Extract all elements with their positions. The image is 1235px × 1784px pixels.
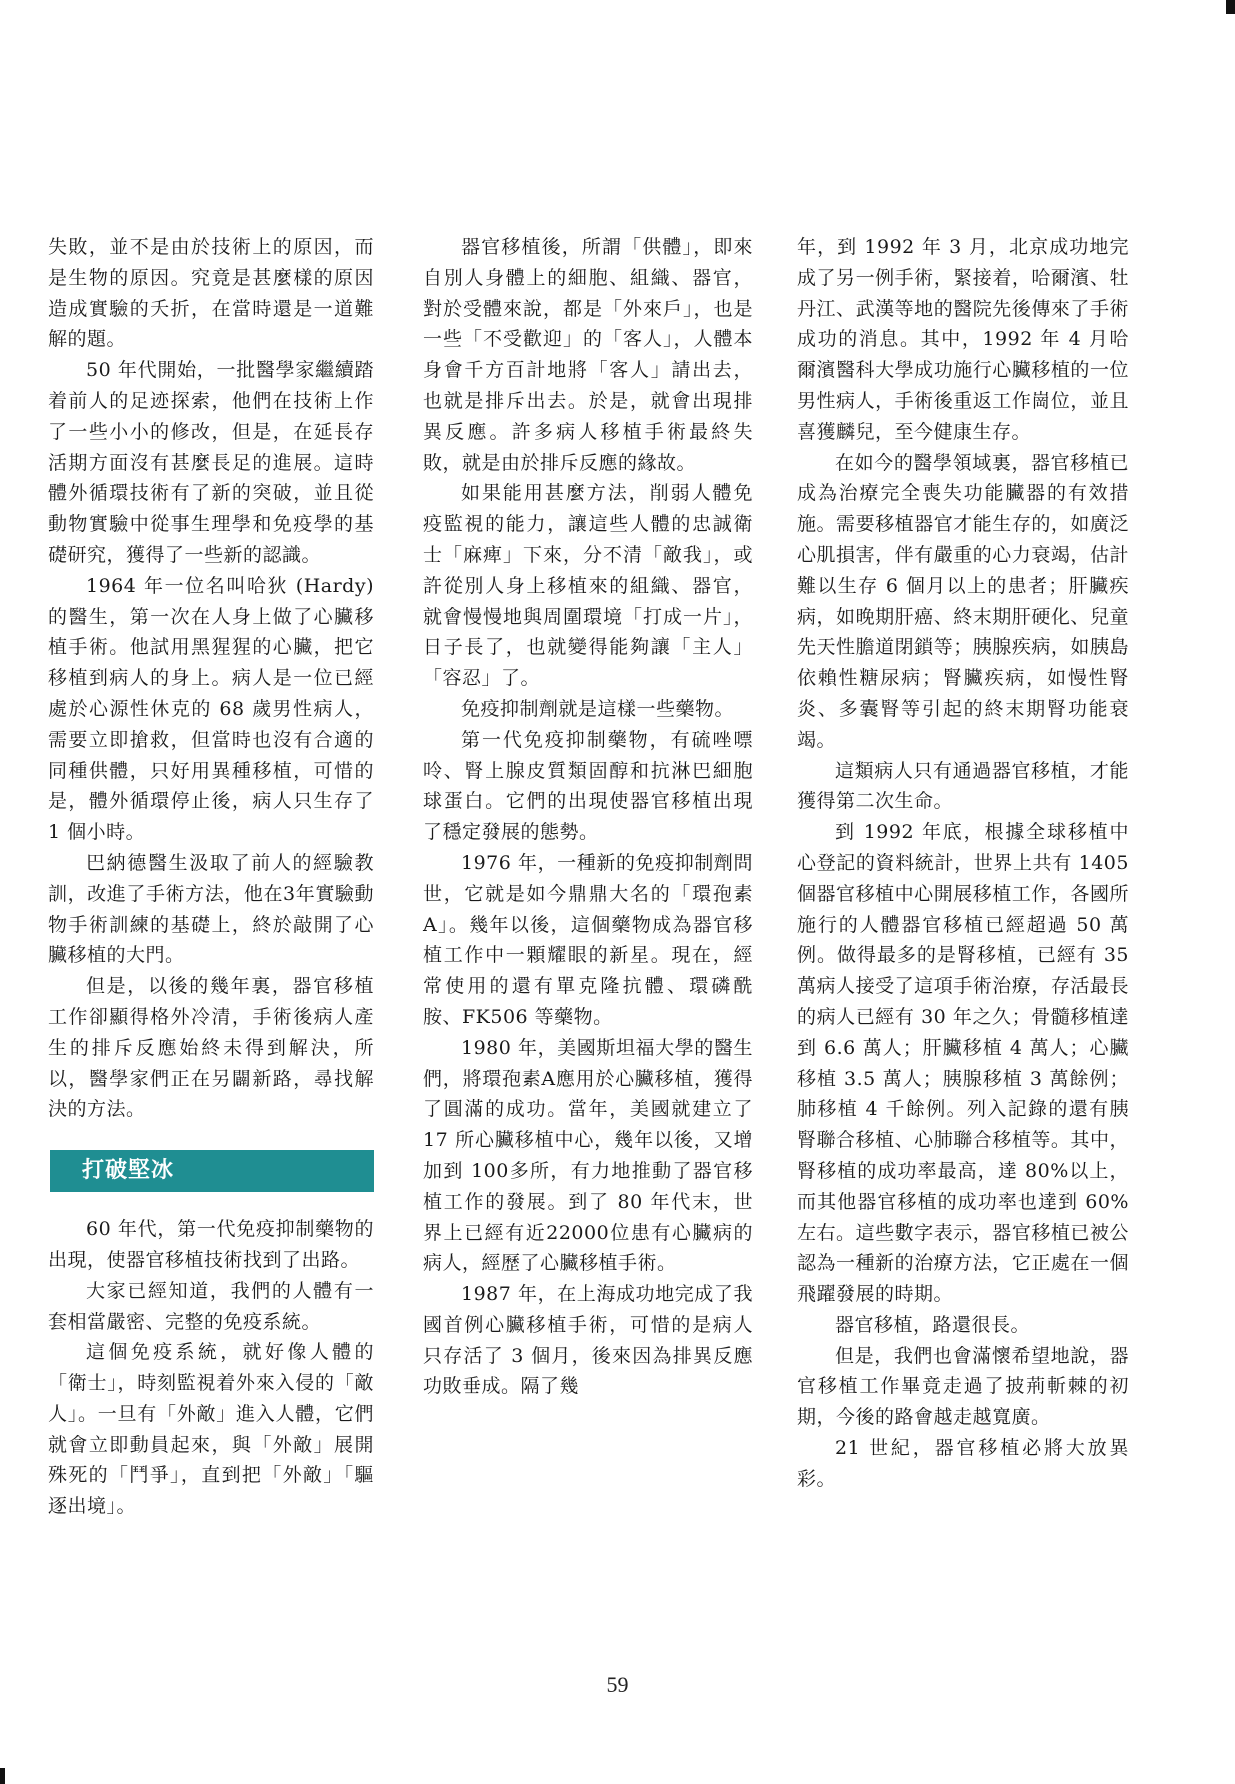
paragraph: 60 年代，第一代免疫抑制藥物的出現，使器官移植技術找到了出路。 <box>48 1218 374 1271</box>
paragraph: 免疫抑制劑就是這樣一些藥物。 <box>461 697 735 720</box>
paragraph: 巴納德醫生汲取了前人的經驗教訓，改進了手術方法，他在3年實驗動物手術訓練的基礎上，終於敲開了心臟移植的大門。 <box>48 851 374 967</box>
paragraph: 1976 年，一種新的免疫抑制劑問世，它就是如今鼎鼎大名的「環孢素 A」。幾年以後，這個藥物成為器官移植工作中一顆耀眼的新星。現在，經常使用的還有單克隆抗體、環磷酰胺、FK506 等藥物。 <box>423 851 753 1028</box>
paragraph: 到 1992 年底，根據全球移植中心登記的資料統計，世界上共有 1405 個器官移植中心開展移植工作，各國所施行的人體器官移植已經超過 50 萬例。做得最多的是腎移植，已經有 35 萬病人接受了這項手術治療，存活最長的病人已經有 30 年之久；骨髓移植達到 6.6 萬人；肝臟移植 4 萬人；心臟移植 3.5 萬人；胰腺移植 3 萬餘例；肺移植 4 千餘例。列入記錄的還有胰腎聯合移植、心肺聯合移植等。其中，腎移植的成功率最高，達 80%以上，而其他器官移植的成功率也達到 60%左右。這些數字表示，器官移植已被公認為一種新的治療方法，它正處在一個飛躍發展的時期。 <box>797 821 1129 1306</box>
column-1 <box>48 232 374 1522</box>
paragraph: 但是，我們也會滿懷希望地說，器官移植工作畢竟走過了披荊斬棘的初期，今後的路會越走越寬廣。 <box>797 1344 1129 1429</box>
column-1-upper <box>48 232 374 1125</box>
paragraph: 21 世紀，器官移植必將大放異彩。 <box>797 1437 1129 1490</box>
paragraph: 如果能用甚麼方法，削弱人體免疫監視的能力，讓這些人體的忠誠衛士「麻痺」下來，分不清「敵我」，或許從別人身上移植來的組織、器官，就會慢慢地與周圍環境「打成一片」，日子長了，也就變得能夠讓「主人」「容忍」了。 <box>423 482 753 690</box>
paragraph: 50 年代開始，一批醫學家繼續踏着前人的足迹探索，他們在技術上作了一些小小的修改，但是，在延長存活期方面沒有甚麼長足的進展。這時體外循環技術有了新的突破，並且從動物實驗中從事生理學和免疫學的基礎研究，獲得了一些新的認識。 <box>48 359 374 566</box>
column-2 <box>423 232 753 1402</box>
paragraph: 第一代免疫抑制藥物，有硫唑嘌呤、腎上腺皮質類固醇和抗淋巴細胞球蛋白。它們的出現使器官移植出現了穩定發展的態勢。 <box>423 728 753 844</box>
paragraph: 大家已經知道，我們的人體有一套相當嚴密、完整的免疫系統。 <box>48 1279 374 1333</box>
paragraph: 1964 年一位名叫哈狄 (Hardy) 的醫生，第一次在人身上做了心臟移植手術。他試用黑猩猩的心臟，把它移植到病人的身上。病人是一位已經處於心源性休克的 68 歲男性病人，需要立即搶救，但當時也沒有合適的同種供體，只好用異種移植，可惜的是，體外循環停止後，病人只生存了 1 個小時。 <box>48 574 374 844</box>
paragraph: 在如今的醫學領域裏，器官移植已成為治療完全喪失功能臟器的有效措施。需要移植器官才能生存的，如廣泛心肌損害，伴有嚴重的心力衰竭，估計難以生存 6 個月以上的患者；肝臟疾病，如晚期肝癌、終末期肝硬化、兒童先天性膽道閉鎖等；胰腺疾病，如胰島依賴性糖尿病；腎臟疾病，如慢性腎炎、多囊腎等引起的終末期腎功能衰竭。 <box>797 451 1129 751</box>
paragraph: 1980 年，美國斯坦福大學的醫生們，將環孢素A應用於心臟移植，獲得了圓滿的成功。當年，美國就建立了 17 所心臟移植中心，幾年以後，又增加到 100多所，有力地推動了器官移植工作的發展。到了 80 年代末，世界上已經有近22000位患有心臟病的病人，經歷了心臟移植手術。 <box>423 1036 753 1275</box>
paragraph: 器官移植，路還很長。 <box>835 1313 1031 1336</box>
page-number: 59 <box>606 1672 629 1697</box>
column-1-lower <box>48 1214 374 1522</box>
paragraph: 但是，以後的幾年裏，器官移植工作卻顯得格外冷清，手術後病人產生的排斥反應始終未得到解決，所以，醫學家們正在另闢新路，尋找解決的方法。 <box>48 975 374 1121</box>
scan-edge-mark <box>0 1768 5 1784</box>
paragraph: 1987 年，在上海成功地完成了我國首例心臟移植手術，可惜的是病人只存活了 3 個月，後來因為排異反應功敗垂成。隔了幾 <box>423 1283 753 1398</box>
column-3 <box>797 232 1129 1495</box>
scan-edge-mark <box>1226 0 1235 14</box>
paragraph: 失敗，並不是由於技術上的原因，而是生物的原因。究竟是甚麼樣的原因造成實驗的夭折，在當時還是一道難解的題。 <box>48 236 374 351</box>
paragraph: 這個免疫系統，就好像人體的「衛士」，時刻監視着外來入侵的「敵人」。一旦有「外敵」進入人體，它們就會立即動員起來，與「外敵」展開殊死的「鬥爭」，直到把「外敵」「驅逐出境」。 <box>48 1341 374 1518</box>
paragraph: 這類病人只有通過器官移植，才能獲得第二次生命。 <box>797 759 1129 813</box>
section-heading: 打破堅冰 <box>50 1150 374 1192</box>
paragraph: 器官移植後，所謂「供體」，即來自別人身體上的細胞、組織、器官，對於受體來說，都是「外來戶」，也是一些「不受歡迎」的「客人」，人體本身會千方百計地將「客人」請出去，也就是排斥出去。於是，就會出現排異反應。許多病人移植手術最終失敗，就是由於排斥反應的緣故。 <box>423 236 753 474</box>
paragraph: 年，到 1992 年 3 月，北京成功地完成了另一例手術，緊接着，哈爾濱、牡丹江、武漢等地的醫院先後傳來了手術成功的消息。其中，1992 年 4 月哈爾濱醫科大學成功施行心臟移植的一位男性病人，手術後重返工作崗位，並且喜獲麟兒，至今健康生存。 <box>797 236 1129 443</box>
